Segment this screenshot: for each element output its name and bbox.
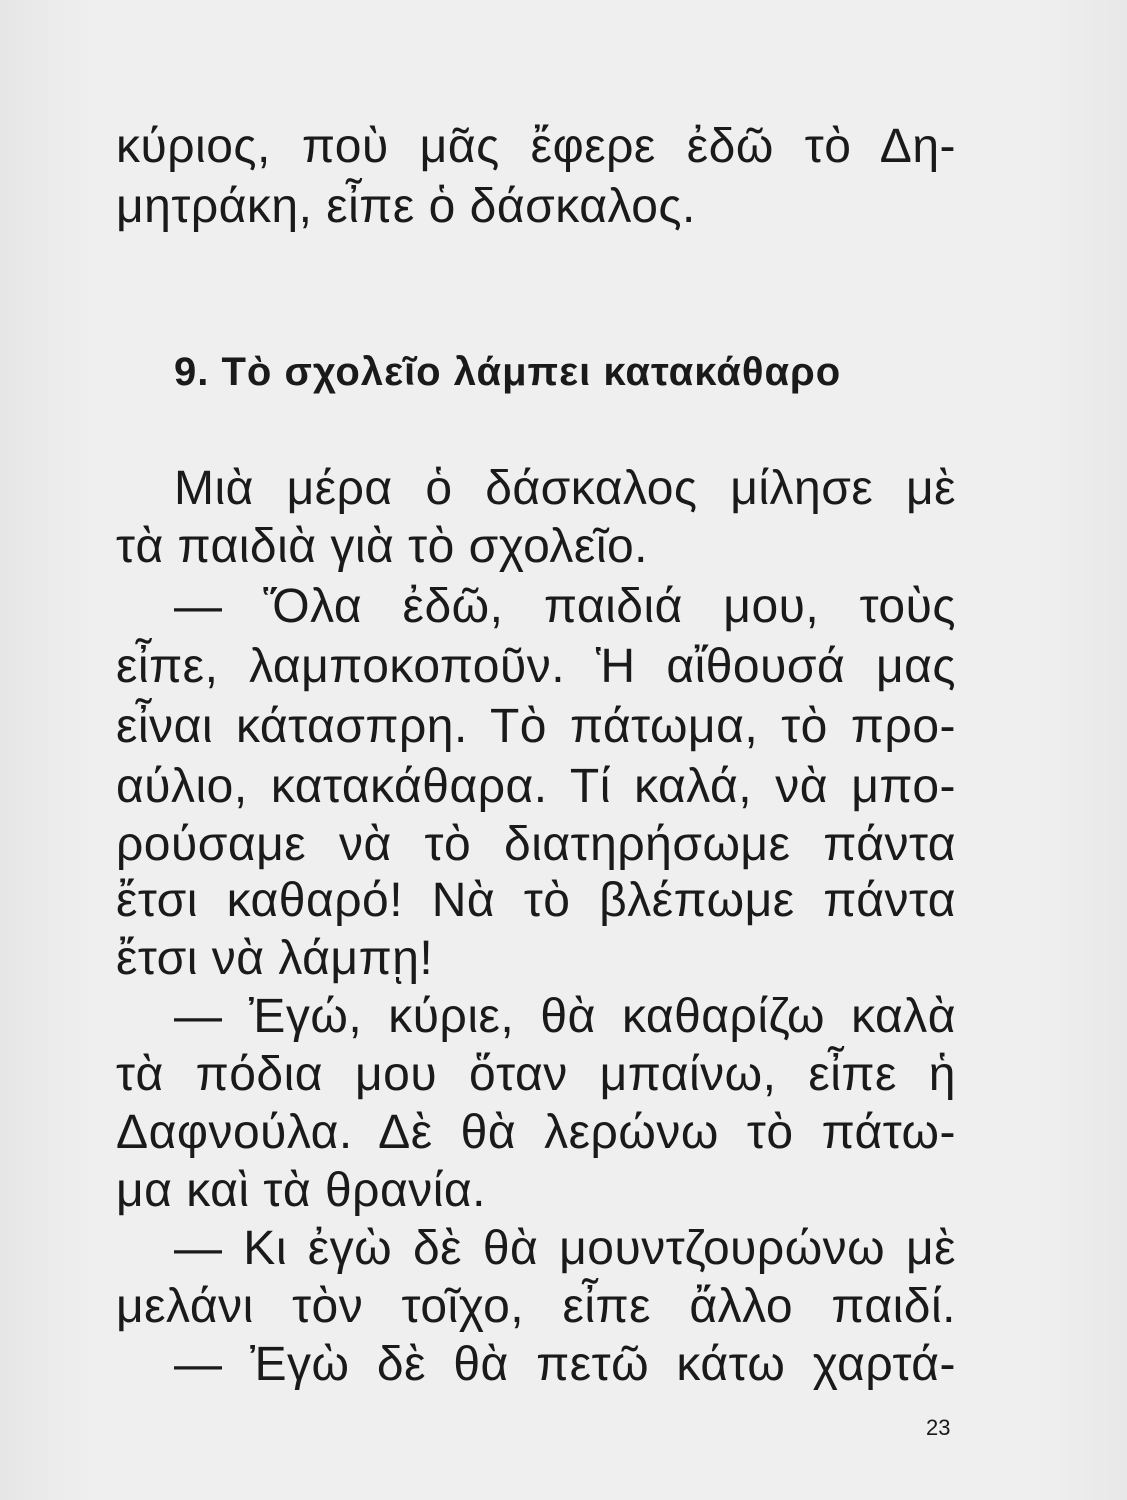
prelude-text-2: μητράκη, εἶπε ὁ δάσκαλος. (116, 180, 696, 233)
body-line-text: — Ἐγὼ δὲ θὰ πετῶ κάτω χαρτά- (174, 1338, 956, 1391)
body-line-text: — Ὅλα ἐδῶ, παιδιά μου, τοὺς (174, 580, 956, 633)
chapter-heading: 9. Τὸ σχολεῖο λάμπει κατακάθαρο (174, 350, 842, 394)
body-line-text: εἶναι κάτασπρη. Τὸ πάτωμα, τὸ προ- (116, 700, 956, 753)
body-line-text: τὰ πόδια μου ὅταν μπαίνω, εἶπε ἡ (116, 1048, 956, 1101)
body-line-text: ἔτσι νὰ λάμπῃ! (116, 932, 434, 985)
body-line-text: ἔτσι καθαρό! Νὰ τὸ βλέπωμε πάντα (116, 874, 956, 927)
body-line-text: μα καὶ τὰ θρανία. (116, 1164, 486, 1217)
body-line-text: ρούσαμε νὰ τὸ διατηρήσωμε πάντα (116, 818, 956, 871)
body-line-text: αύλιο, κατακάθαρα. Τί καλά, νὰ μπο- (116, 760, 956, 813)
page-number: 23 (926, 1415, 951, 1440)
body-line-text: — Ἐγώ, κύριε, θὰ καθαρίζω καλὰ (174, 990, 956, 1043)
body-line-text: εἶπε, λαμποκοποῦν. Ἡ αἴθουσά μας (116, 640, 956, 693)
body-line-text: Μιὰ μέρα ὁ δάσκαλος μίλησε μὲ (174, 462, 956, 515)
prelude-text-1: κύριος, ποὺ μᾶς ἔφερε ἐδῶ τὸ Δη- (116, 120, 956, 173)
body-line-text: — Κι ἐγὼ δὲ θὰ μουντζουρώνω μὲ (174, 1222, 956, 1275)
body-line-text: Δαφνούλα. Δὲ θὰ λερώνω τὸ πάτω- (116, 1106, 956, 1159)
body-line-text: τὰ παιδιὰ γιὰ τὸ σχολεῖο. (116, 520, 649, 573)
body-line-text: μελάνι τὸν τοῖχο, εἶπε ἄλλο παιδί. (116, 1280, 956, 1333)
